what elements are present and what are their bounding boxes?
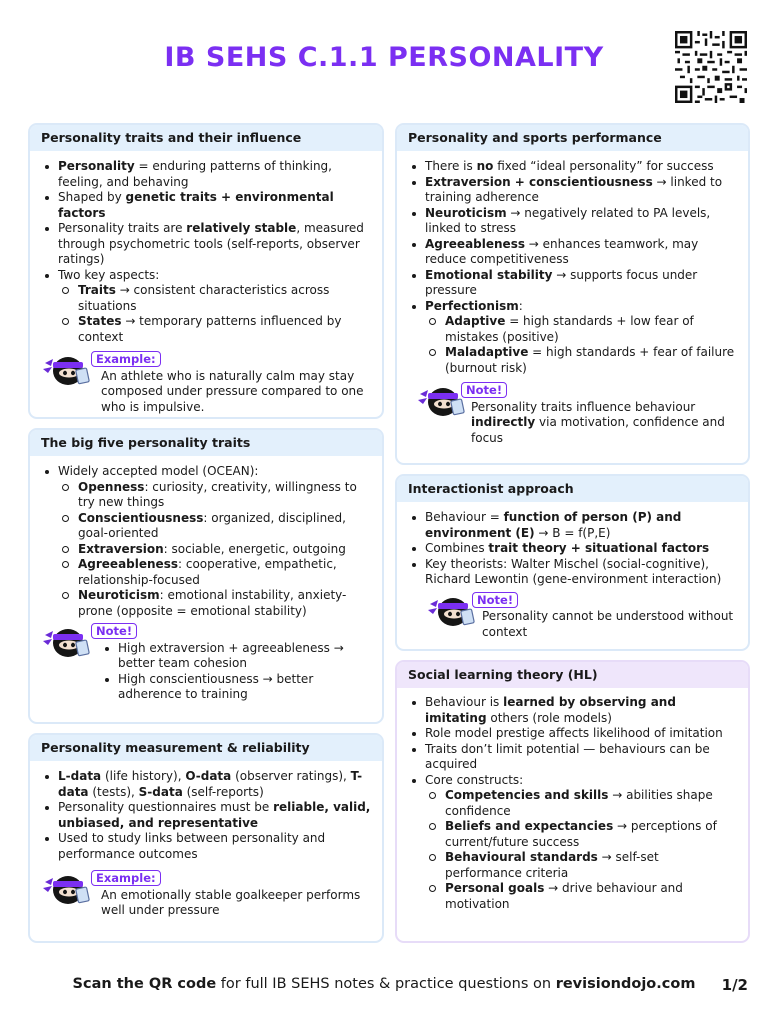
- list-item: High conscientiousness → better adherence to training: [101, 672, 371, 703]
- footer-bold-text: Scan the QR code: [72, 976, 217, 992]
- card-social-learning: [395, 660, 750, 943]
- qr-code-icon[interactable]: [675, 31, 747, 103]
- list-item: Personality = enduring patterns of thinking, feeling, and behaving: [41, 159, 371, 190]
- card-personality-traits: [28, 123, 384, 419]
- ninja-mascot-icon: [426, 594, 476, 628]
- list-item: Shaped by genetic traits + environmental factors: [41, 190, 371, 221]
- footer-cta: Scan the QR code for full IB SEHS notes & practice questions on revisiondojo.com: [72, 976, 696, 992]
- list-item: Behaviour is learned by observing and imitating others (role models): [408, 695, 737, 726]
- list-item: L-data (life history), O-data (observer ratings), T-data (tests), S-data (self-reports): [41, 769, 371, 800]
- sub-list-item: Behavioural standards → self-set performance criteria: [425, 850, 737, 881]
- example-callout: [41, 351, 371, 415]
- note-callout: [408, 382, 737, 446]
- list-item: Widely accepted model (OCEAN): Openness: curiosity, creativity, willingness to try new things Conscientiousness: organized, disciplined, goal-oriented Extraversion: sociable, energetic, outgoing Agreeableness: cooperative, empathetic, relationship-focused Neuroticism: emotional instability, anxiety-prone (opposite = emotional stability): [41, 464, 371, 619]
- card-big-five: [28, 428, 384, 724]
- card-title: Personality and sports performance: [397, 125, 748, 151]
- list-item: Combines trait theory + situational factors: [408, 541, 737, 557]
- note-tag: Note!: [91, 623, 137, 639]
- sub-list-item: Beliefs and expectancies → perceptions of current/future success: [425, 819, 737, 850]
- list-item: Used to study links between personality and performance outcomes: [41, 831, 371, 862]
- sub-list-item: States → temporary patterns influenced by context: [58, 314, 371, 345]
- website-link[interactable]: revisiondojo.com: [555, 976, 696, 992]
- card-title: The big five personality traits: [30, 430, 382, 456]
- card-sports-performance: [395, 123, 750, 465]
- card-interactionist: [395, 474, 750, 651]
- example-callout: [41, 870, 371, 919]
- ninja-mascot-icon: [416, 384, 466, 418]
- page-number: 1/2: [721, 976, 748, 994]
- example-tag: Example:: [91, 870, 161, 886]
- sub-list-item: Extraversion: sociable, energetic, outgoing: [58, 542, 371, 558]
- sub-list-item: Agreeableness: cooperative, empathetic, relationship-focused: [58, 557, 371, 588]
- list-item: Personality traits are relatively stable, measured through psychometric tools (self-reports, observer ratings): [41, 221, 371, 268]
- list-item: Extraversion + conscientiousness → linked to training adherence: [408, 175, 737, 206]
- list-item: There is no fixed “ideal personality” for success: [408, 159, 737, 175]
- ninja-mascot-icon: [41, 353, 91, 387]
- list-item: Personality questionnaires must be reliable, valid, unbiased, and representative: [41, 800, 371, 831]
- callout-text: Personality traits influence behaviour indirectly via motivation, confidence and focus: [471, 399, 725, 445]
- list-item: Emotional stability → supports focus under pressure: [408, 268, 737, 299]
- list-item: Neuroticism → negatively related to PA levels, linked to stress: [408, 206, 737, 237]
- sub-list-item: Competencies and skills → abilities shape confidence: [425, 788, 737, 819]
- list-item: Two key aspects: Traits → consistent characteristics across situations States → temporary patterns influenced by context: [41, 268, 371, 346]
- note-callout: [408, 592, 737, 641]
- page-title: IB SEHS C.1.1 PERSONALITY: [164, 42, 604, 73]
- list-item: Behaviour = function of person (P) and environment (E) → B = f(P,E): [408, 510, 737, 541]
- note-callout: [41, 623, 371, 703]
- sub-list-item: Maladaptive = high standards + fear of failure (burnout risk): [425, 345, 737, 376]
- card-title: Social learning theory (HL): [397, 662, 748, 688]
- sub-list-item: Personal goals → drive behaviour and motivation: [425, 881, 737, 912]
- sub-list-item: Neuroticism: emotional instability, anxiety-prone (opposite = emotional stability): [58, 588, 371, 619]
- sub-list-item: Conscientiousness: organized, disciplined, goal-oriented: [58, 511, 371, 542]
- card-measurement: [28, 733, 384, 943]
- callout-text: An athlete who is naturally calm may stay composed under pressure compared to one who is impulsive.: [101, 368, 364, 414]
- note-tag: Note!: [461, 382, 507, 398]
- card-title: Interactionist approach: [397, 476, 748, 502]
- list-item: Perfectionism: Adaptive = high standards + low fear of mistakes (positive) Maladaptive = high standards + fear of failure (burnout risk): [408, 299, 737, 377]
- sub-list-item: Openness: curiosity, creativity, willingness to try new things: [58, 480, 371, 511]
- ninja-mascot-icon: [41, 625, 91, 659]
- list-item: Key theorists: Walter Mischel (social-cognitive), Richard Lewontin (gene-environment interaction): [408, 557, 737, 588]
- callout-text: Personality cannot be understood without context: [482, 609, 734, 639]
- sub-list-item: Traits → consistent characteristics across situations: [58, 283, 371, 314]
- list-item: Role model prestige affects likelihood of imitation: [408, 726, 737, 742]
- example-tag: Example:: [91, 351, 161, 367]
- card-title: Personality measurement & reliability: [30, 735, 382, 761]
- sub-list-item: Adaptive = high standards + low fear of mistakes (positive): [425, 314, 737, 345]
- note-tag: Note!: [472, 592, 518, 608]
- card-title: Personality traits and their influence: [30, 125, 382, 151]
- list-item: High extraversion + agreeableness → better team cohesion: [101, 641, 371, 672]
- list-item: Agreeableness → enhances teamwork, may reduce competitiveness: [408, 237, 737, 268]
- ninja-mascot-icon: [41, 872, 91, 906]
- list-item: Traits don’t limit potential — behaviours can be acquired: [408, 742, 737, 773]
- callout-text: An emotionally stable goalkeeper performs well under pressure: [101, 887, 361, 917]
- list-item: Core constructs: Competencies and skills → abilities shape confidence Beliefs and expectancies → perceptions of current/future success Behavioural standards → self-set performance criteria Personal goals → drive behaviour and motivation: [408, 773, 737, 913]
